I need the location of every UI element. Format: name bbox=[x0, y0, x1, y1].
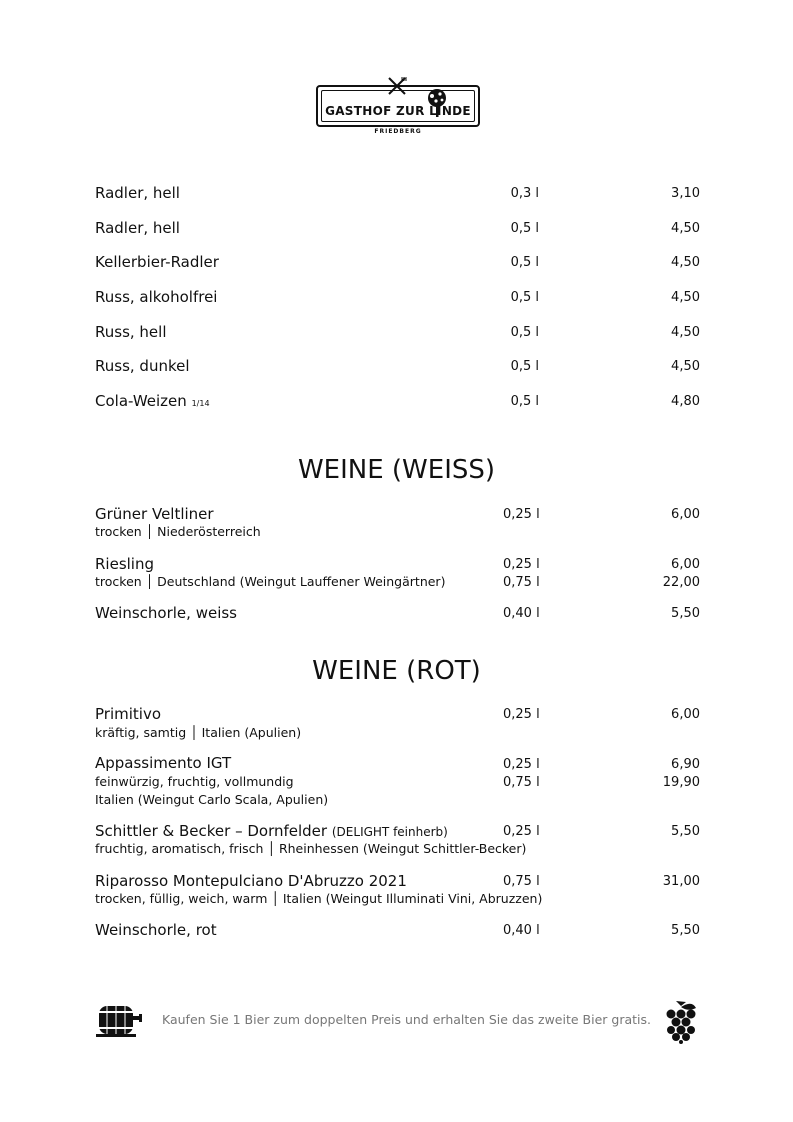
menu-item-price: 31,00 bbox=[662, 874, 700, 889]
menu-item-description: kräftig, samtig │ Italien (Apulien) bbox=[95, 725, 302, 740]
section-title-red-wine: WEINE (ROT) bbox=[312, 656, 481, 686]
section-title-white-wine: WEINE (WEISS) bbox=[297, 455, 496, 485]
menu-item-volume: 0,25 l bbox=[503, 507, 540, 522]
menu-item-price: 4,50 bbox=[671, 359, 700, 374]
menu-item-name: Radler, hell bbox=[95, 219, 180, 237]
menu-item-price: 5,50 bbox=[671, 923, 700, 938]
menu-item-volume: 0,25 l bbox=[503, 557, 540, 572]
menu-item-name: Radler, hell bbox=[95, 184, 180, 202]
menu-item-name-text: Schittler & Becker – Dornfelder bbox=[95, 822, 328, 840]
menu-item-description: fruchtig, aromatisch, frisch │ Rheinhessen (Weingut Schittler-Becker) bbox=[95, 841, 527, 856]
menu-item-origin: Italien (Weingut Carlo Scala, Apulien) bbox=[95, 792, 329, 807]
menu-item-name: Russ, alkoholfrei bbox=[95, 288, 218, 306]
menu-item-name: Riesling bbox=[95, 555, 154, 573]
menu-item-volume: 0,25 l bbox=[503, 707, 540, 722]
menu-item-name: Russ, hell bbox=[95, 323, 167, 341]
menu-item-name: Appassimento IGT bbox=[95, 754, 232, 772]
menu-item-price: 3,10 bbox=[671, 186, 700, 201]
menu-item-description: trocken │ Niederösterreich bbox=[95, 524, 261, 539]
menu-item-price: 4,50 bbox=[671, 290, 700, 305]
menu-item-price-bottle: 22,00 bbox=[662, 575, 700, 590]
menu-item-note: (DELIGHT feinherb) bbox=[331, 825, 448, 839]
menu-item-volume: 0,40 l bbox=[503, 923, 540, 938]
menu-item-name bbox=[95, 392, 210, 410]
menu-item-name: Riparosso Montepulciano D'Abruzzo 2021 bbox=[95, 872, 407, 890]
menu-item-price: 4,50 bbox=[671, 325, 700, 340]
menu-item-volume: 0,25 l bbox=[503, 757, 540, 772]
menu-item-volume: 0,25 l bbox=[503, 824, 540, 839]
barrel-icon bbox=[96, 1000, 148, 1040]
menu-item-volume-bottle: 0,75 l bbox=[503, 575, 540, 590]
logo-name: GASTHOF ZUR LINDE bbox=[325, 104, 471, 118]
menu-item-volume: 0,75 l bbox=[503, 874, 540, 889]
menu-item-price: 6,00 bbox=[671, 507, 700, 522]
menu-item-name-text: Cola-Weizen bbox=[95, 392, 187, 410]
menu-item-price: 5,50 bbox=[671, 606, 700, 621]
menu-item-volume: 0,5 l bbox=[510, 221, 539, 236]
promo-text: Kaufen Sie 1 Bier zum doppelten Preis und erhalten Sie das zweite Bier gratis. bbox=[162, 1012, 651, 1027]
menu-item-name: Weinschorle, rot bbox=[95, 921, 217, 939]
logo bbox=[316, 76, 480, 138]
logo-location: FRIEDBERG bbox=[374, 128, 422, 135]
menu-item-volume-bottle: 0,75 l bbox=[503, 775, 540, 790]
menu-item-price: 5,50 bbox=[671, 824, 700, 839]
menu-item-description: feinwürzig, fruchtig, vollmundig bbox=[95, 774, 294, 789]
menu-item-name: Primitivo bbox=[95, 705, 161, 723]
menu-item-name: Kellerbier-Radler bbox=[95, 253, 219, 271]
allergen-note: 1/14 bbox=[191, 399, 210, 408]
menu-item-name: Grüner Veltliner bbox=[95, 505, 214, 523]
menu-item-volume: 0,3 l bbox=[510, 186, 539, 201]
menu-item-description: trocken, füllig, weich, warm │ Italien (Weingut Illuminati Vini, Abruzzen) bbox=[95, 891, 543, 906]
menu-item-volume: 0,5 l bbox=[510, 255, 539, 270]
menu-item-price: 4,50 bbox=[671, 221, 700, 236]
menu-item-volume: 0,5 l bbox=[510, 394, 539, 409]
menu-item-description: trocken │ Deutschland (Weingut Lauffener Weingärtner) bbox=[95, 574, 446, 589]
menu-item-price: 6,00 bbox=[671, 557, 700, 572]
menu-item-volume: 0,5 l bbox=[510, 359, 539, 374]
menu-item-name: Weinschorle, weiss bbox=[95, 604, 237, 622]
grapes-icon bbox=[662, 1000, 700, 1044]
menu-item-volume: 0,5 l bbox=[510, 290, 539, 305]
menu-item-price: 6,90 bbox=[671, 757, 700, 772]
menu-item-price-bottle: 19,90 bbox=[662, 775, 700, 790]
menu-item-volume: 0,5 l bbox=[510, 325, 539, 340]
menu-item-price: 4,50 bbox=[671, 255, 700, 270]
menu-item-volume: 0,40 l bbox=[503, 606, 540, 621]
menu-item-name: Russ, dunkel bbox=[95, 357, 190, 375]
menu-item-price: 4,80 bbox=[671, 394, 700, 409]
menu-item-name bbox=[95, 822, 448, 840]
cutlery-icon bbox=[386, 76, 408, 96]
menu-item-price: 6,00 bbox=[671, 707, 700, 722]
